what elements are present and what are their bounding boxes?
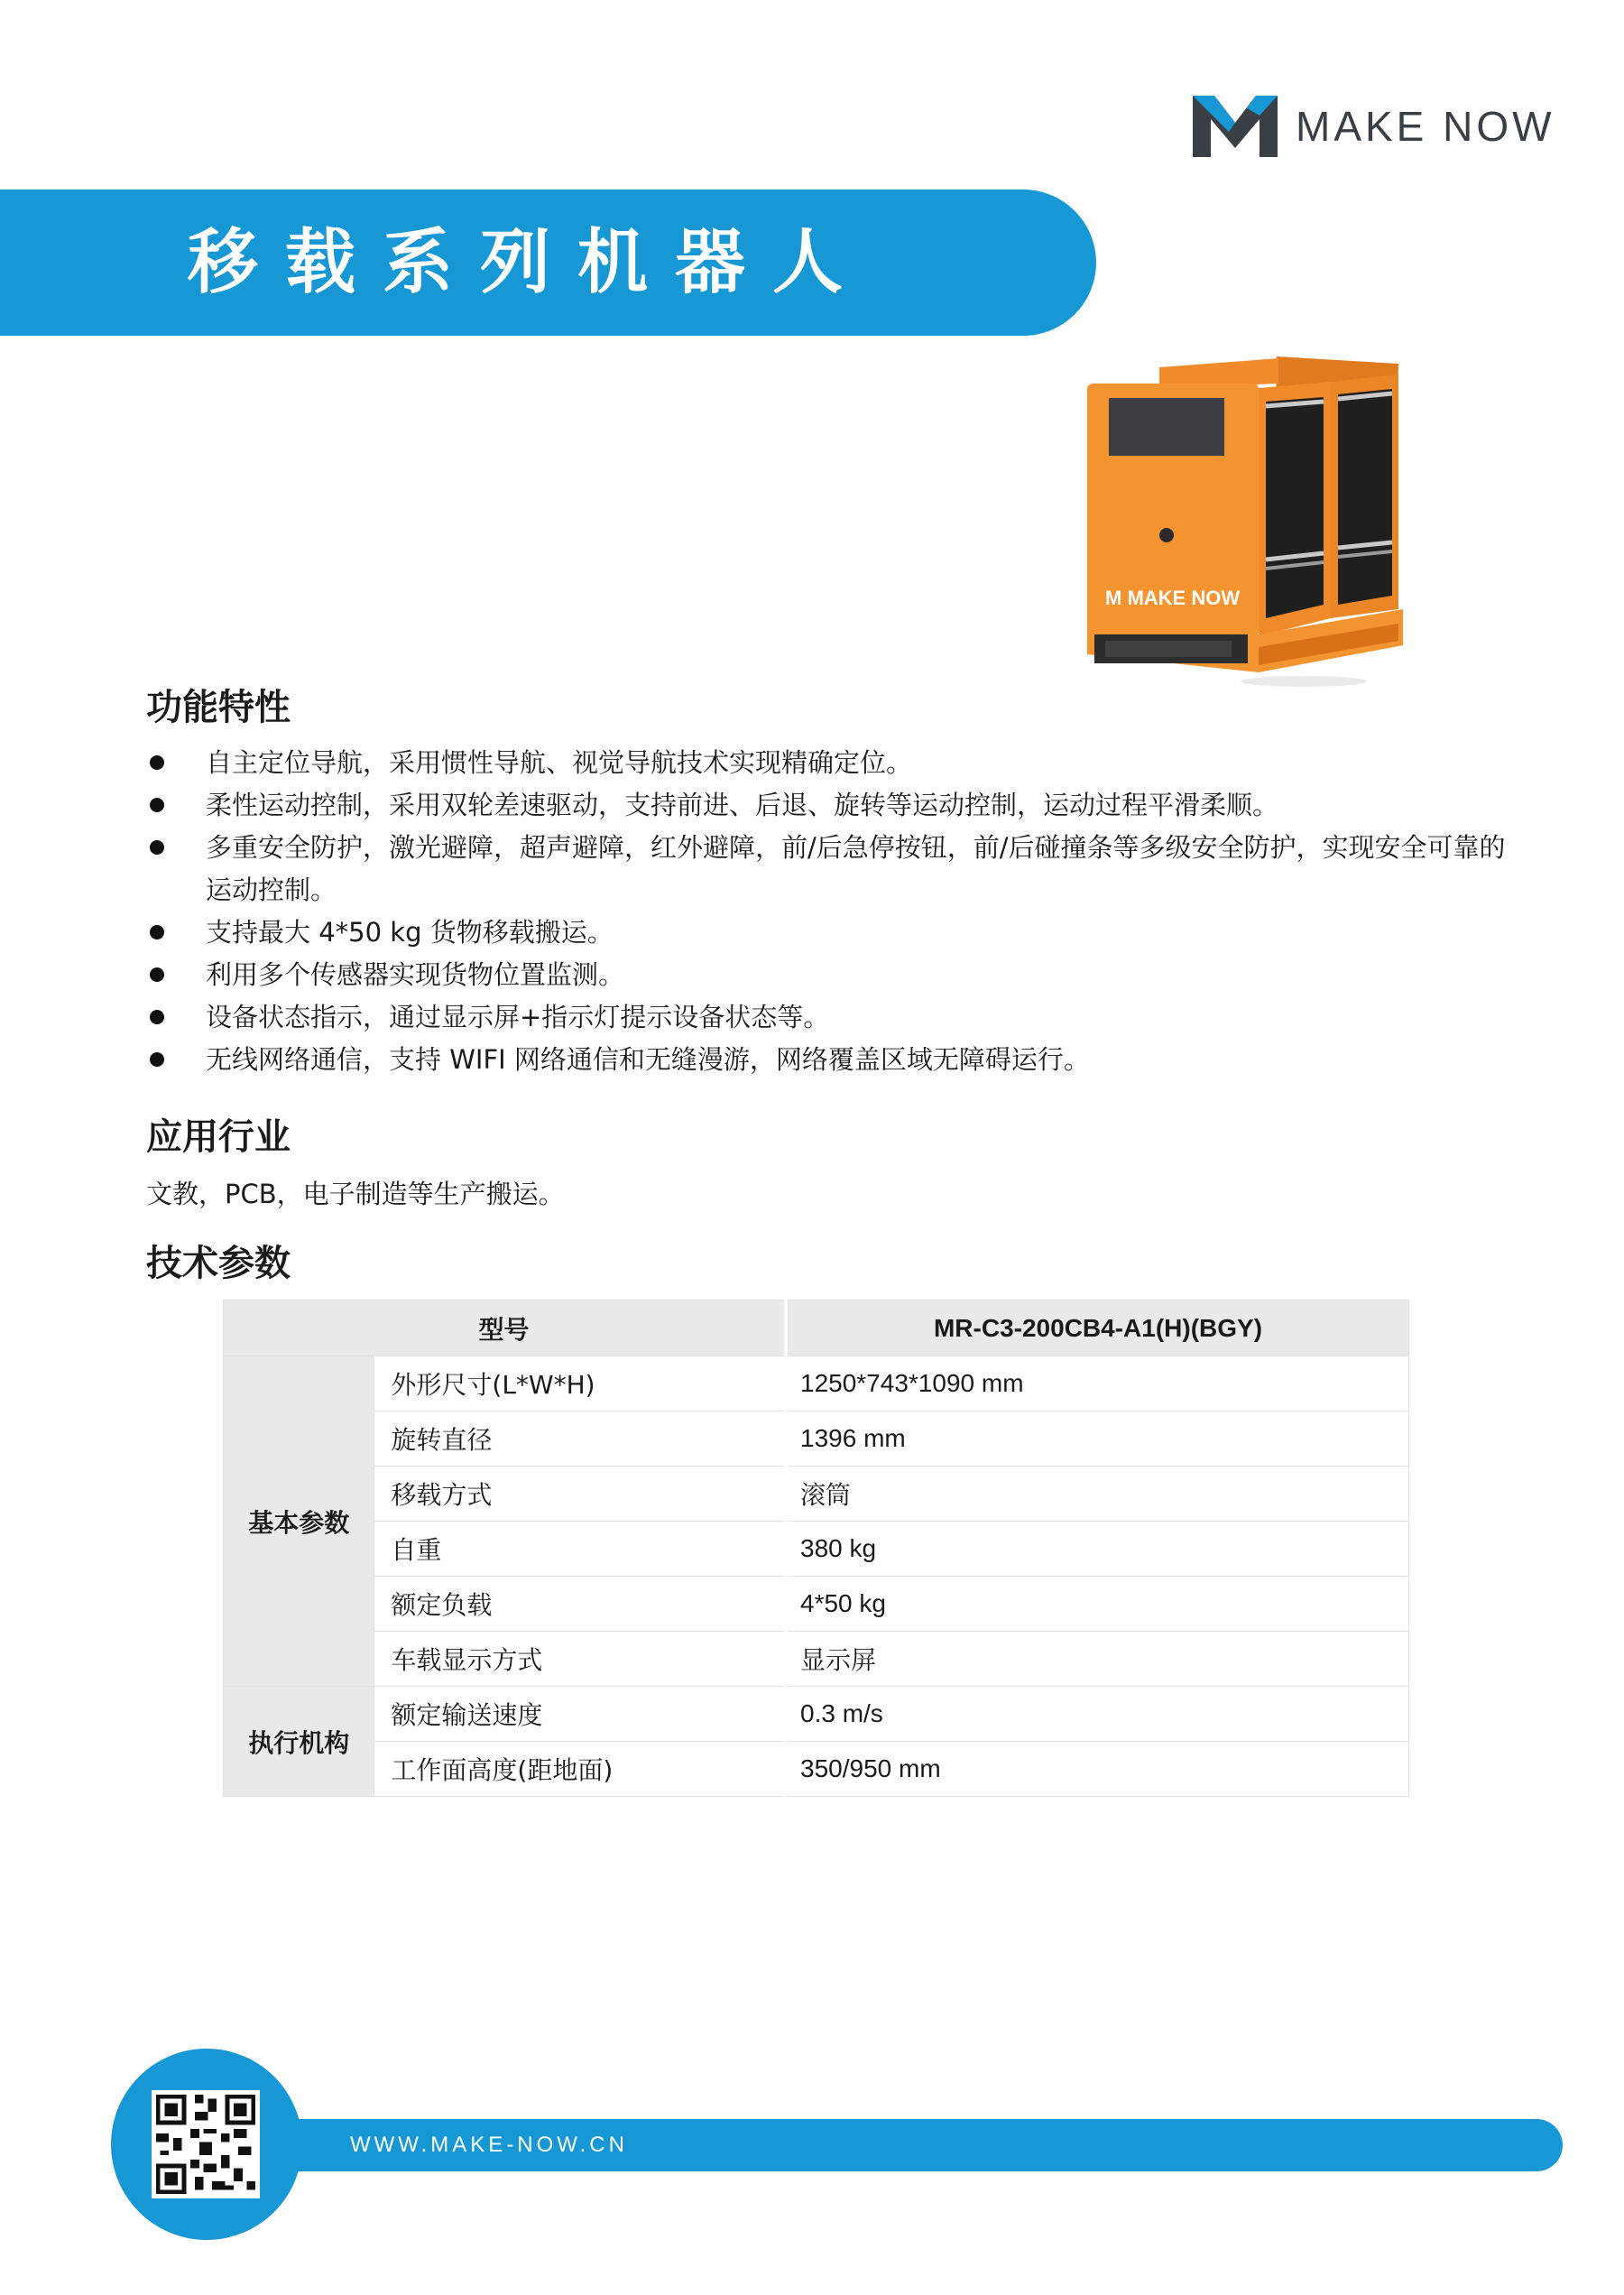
table-header-row [224, 1300, 1409, 1356]
table-row [224, 1742, 1409, 1797]
list-item: 自主定位导航，采用惯性导航、视觉导航技术实现精确定位。 [146, 742, 1518, 784]
table-row [224, 1577, 1409, 1632]
model-label: 型号 [224, 1300, 787, 1356]
qr-code-icon [152, 2090, 260, 2198]
table-row [224, 1467, 1409, 1522]
list-item: 多重安全防护，激光避障，超声避障，红外避障，前/后急停按钮，前/后碰撞条等多级安全防护，实现安全可靠的运动控制。 [146, 827, 1518, 912]
bullet-icon [150, 1010, 164, 1024]
bullet-icon [150, 798, 164, 812]
industry-text: 文教，PCB，电子制造等生产搬运。 [146, 1179, 565, 1209]
list-item: 支持最大 4*50 kg 货物移载搬运。 [146, 912, 1518, 954]
param-value: 0.3 m/s [786, 1687, 1409, 1742]
table-row [224, 1632, 1409, 1687]
table-row [224, 1411, 1409, 1467]
list-item: 设备状态指示，通过显示屏+指示灯提示设备状态等。 [146, 996, 1518, 1039]
svg-text:M MAKE NOW: M MAKE NOW [1105, 587, 1241, 609]
bullet-icon [150, 1052, 164, 1067]
orange-transfer-robot-icon [1069, 347, 1466, 708]
list-item: 柔性运动控制，采用双轮差速驱动，支持前进、后退、旋转等运动控制，运动过程平滑柔顺。 [146, 784, 1518, 827]
make-now-m-logo-icon [1193, 96, 1278, 157]
group-actuator: 执行机构 [224, 1687, 374, 1797]
spec-table [223, 1300, 1409, 1797]
bullet-icon [150, 755, 164, 770]
bullet-icon [150, 840, 164, 855]
list-item: 无线网络通信，支持 WIFI 网络通信和无缝漫游，网络覆盖区域无障碍运行。 [146, 1039, 1518, 1081]
param-name: 自重 [374, 1522, 786, 1577]
param-value: 4*50 kg [786, 1577, 1409, 1632]
model-value: MR-C3-200CB4-A1(H)(BGY) [786, 1300, 1409, 1356]
param-value: 380 kg [786, 1522, 1409, 1577]
param-value: 1250*743*1090 mm [786, 1356, 1409, 1411]
param-value: 350/950 mm [786, 1742, 1409, 1797]
bullet-icon [150, 925, 164, 939]
table-row [224, 1522, 1409, 1577]
list-item: 利用多个传感器实现货物位置监测。 [146, 954, 1518, 996]
param-name: 旋转直径 [374, 1411, 786, 1467]
param-value: 滚筒 [786, 1467, 1409, 1522]
page-title: 移载系列机器人 [188, 222, 871, 303]
param-value: 1396 mm [786, 1411, 1409, 1467]
specs-heading: 技术参数 [146, 1243, 291, 1284]
param-name: 外形尺寸(L*W*H) [374, 1356, 786, 1411]
brand-logo [1193, 94, 1563, 159]
param-name: 额定输送速度 [374, 1687, 786, 1742]
features-list [146, 742, 1518, 1081]
features-heading: 功能特性 [146, 687, 291, 728]
param-value: 显示屏 [786, 1632, 1409, 1687]
param-name: 车载显示方式 [374, 1632, 786, 1687]
bullet-icon [150, 967, 164, 982]
table-row [224, 1687, 1409, 1742]
param-name: 工作面高度(距地面) [374, 1742, 786, 1797]
footer-url[interactable]: WWW.MAKE-NOW.CN [350, 2133, 628, 2157]
param-name: 额定负载 [374, 1577, 786, 1632]
brand-name: MAKE NOW [1296, 103, 1555, 150]
param-name: 移载方式 [374, 1467, 786, 1522]
group-basic: 基本参数 [224, 1356, 374, 1687]
industry-heading: 应用行业 [146, 1116, 291, 1158]
table-row [224, 1356, 1409, 1411]
